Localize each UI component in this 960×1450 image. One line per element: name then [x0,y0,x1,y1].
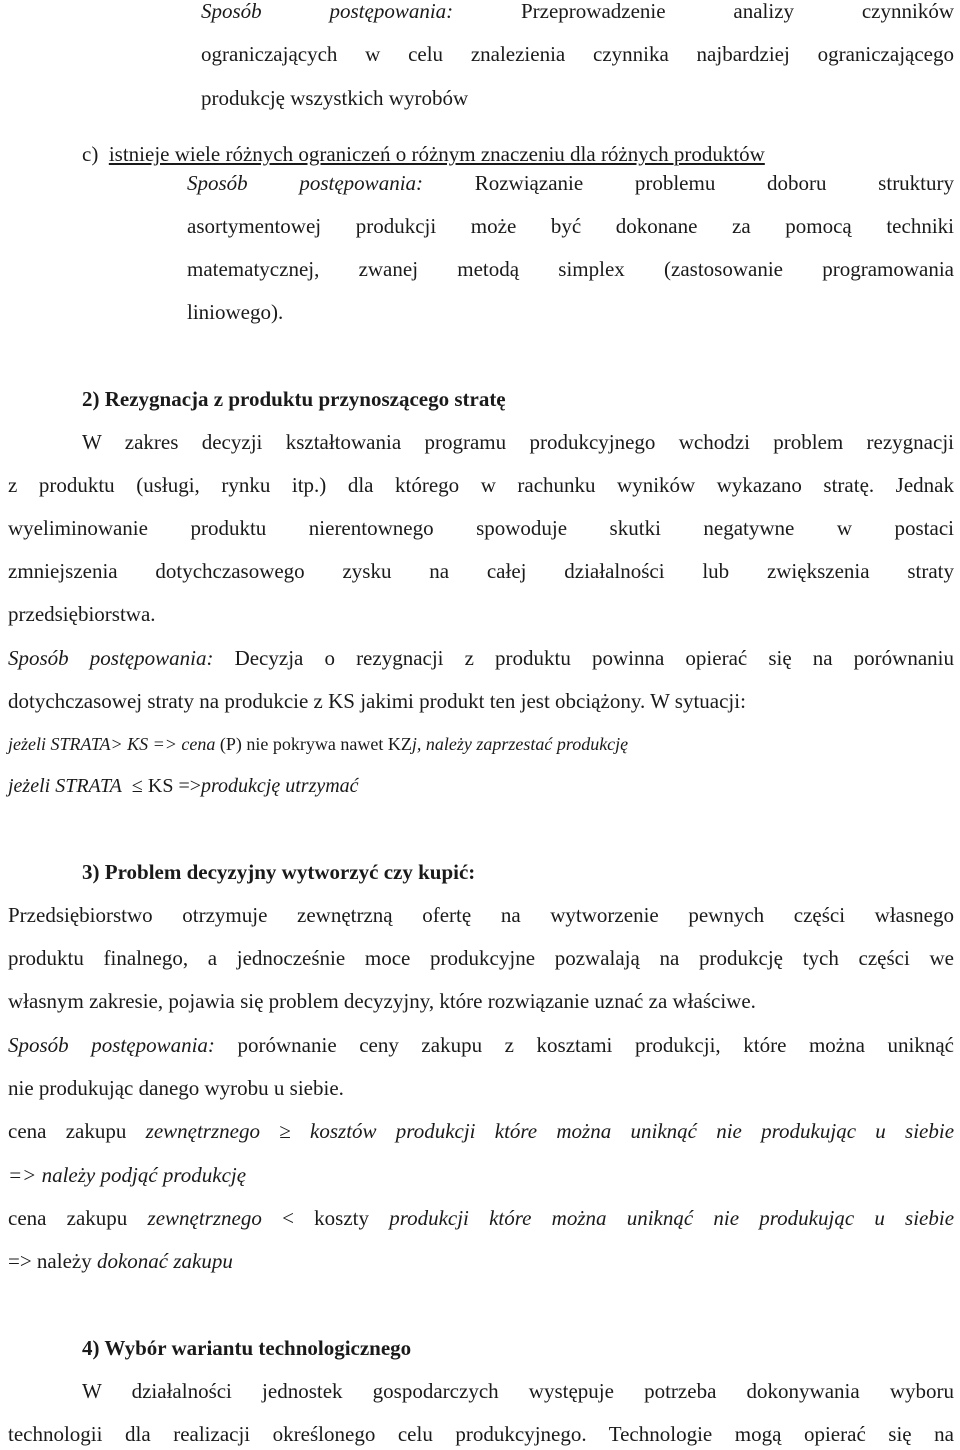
list-item-c [82,140,954,168]
procedure-label: Sposób postępowania: [201,0,454,23]
procedure-line [201,0,954,25]
rule-condition: jeżeli STRATA> KS => cena [8,734,216,754]
procedure-line [8,644,954,672]
text-line: technologii dla realizacji określonego celu produkcyjnego. Technologie mogą opierać się na [8,1422,954,1446]
text-line: asortymentowej produkcji może być dokonane za pomocą techniki [187,214,954,238]
text-line: ograniczających w celu znalezienia czynnika najbardziej ograniczającego [201,42,954,66]
text: koszty [314,1206,369,1230]
text: => należy [8,1249,92,1273]
procedure-label: Sposób postępowania: [8,646,214,670]
le-symbol: ≤ [131,775,143,797]
section-heading: 2) Rezygnacja z produktu przynoszącego stratę [82,387,506,411]
text: porównanie ceny zakupu z kosztami produkcji, które można uniknąć [237,1033,955,1057]
text-line: W działalności jednostek gospodarczych występuje potrzeba dokonywania wyboru [82,1379,954,1403]
comparison-line [8,1117,954,1145]
text-line: produkcję wszystkich wyrobów [201,86,469,110]
comparison-result: => należy podjąć produkcję [8,1163,247,1187]
section-heading: 4) Wybór wariantu technologicznego [82,1336,412,1360]
text: Decyzja o rezygnacji z produktu powinna opierać się na porównaniu [234,646,954,670]
text-line: liniowego). [187,300,284,324]
procedure-label: Sposób postępowania: [187,171,424,195]
text-line: dotychczasowej straty na produkcie z KS jakimi produkt ten jest obciążony. W sytuacji: [8,689,746,713]
text-line: Przedsiębiorstwo otrzymuje zewnętrzną ofertę na wytworzenie pewnych części własnego [8,903,954,927]
comparison-result [8,1247,954,1275]
ge-symbol: ≥ [279,1119,291,1143]
text-line: z produktu (usługi, rynku itp.) dla którego w rachunku wyników wykazano stratę. Jednak [8,473,954,497]
text: dokonać zakupu [96,1249,233,1273]
section-heading: 3) Problem decyzyjny wytworzyć czy kupić: [82,860,476,884]
text-line: nie produkując danego wyrobu u siebie. [8,1076,344,1100]
text: cena zakupu [8,1206,128,1230]
lt-symbol: < [282,1206,294,1230]
rule-result: produkcję utrzymać [201,775,359,797]
text-line: przedsiębiorstwa. [8,602,156,626]
rule-result: j, należy zaprzestać produkcję [411,734,629,754]
rule-line [8,730,954,758]
list-marker: c) [82,142,99,166]
rule-text: KS => [147,775,201,797]
text: produkcji które można uniknąć nie produkując u siebie [389,1206,955,1230]
procedure-line [187,169,954,197]
text-line: wyeliminowanie produktu nierentownego spowoduje skutki negatywne w postaci [8,516,954,540]
rule-line [8,772,954,800]
procedure-label: Sposób postępowania: [8,1033,215,1057]
comparison-line [8,1204,954,1232]
text: zewnętrznego [145,1119,260,1143]
text: kosztów produkcji które można uniknąć nie produkując u siebie [310,1119,955,1143]
text-line: matematycznej, zwanej metodą simplex (zastosowanie programowania [187,257,954,281]
text-line: zmniejszenia dotychczasowego zysku na całej działalności lub zwiększenia straty [8,559,954,583]
text: Rozwiązanie problemu doboru struktury [474,171,955,195]
rule-condition: jeżeli STRATA [8,775,122,797]
text-line: własnym zakresie, pojawia się problem decyzyjny, które rozwiązanie uznać za właściwe. [8,989,756,1013]
rule-text: (P) nie pokrywa nawet KZ [219,734,412,754]
text-line: produktu finalnego, a jednocześnie moce produkcyjne pozwalają na produkcję tych części we [8,946,954,970]
list-heading: istnieje wiele różnych ograniczeń o różnym znaczeniu dla różnych produktów [108,142,765,166]
text: Przeprowadzenie analizy czynników [520,0,954,23]
text: zewnętrznego [147,1206,262,1230]
text: cena zakupu [8,1119,127,1143]
text-line: W zakres decyzji kształtowania programu produkcyjnego wchodzi problem rezygnacji [82,430,954,454]
procedure-line [8,1031,954,1059]
